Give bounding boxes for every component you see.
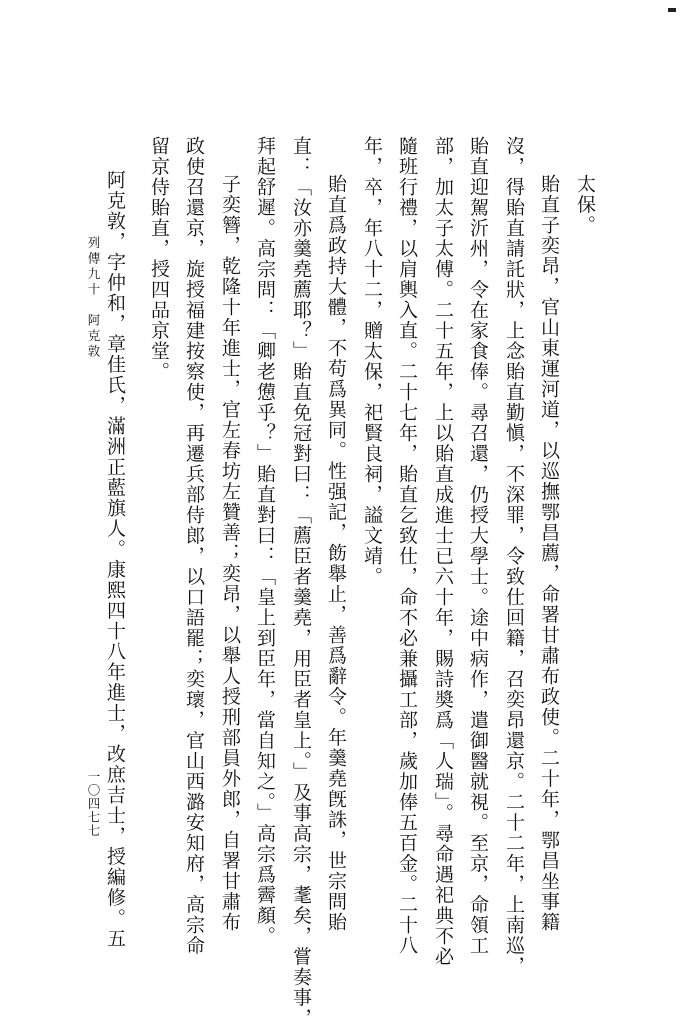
text-column-11: 子奕簪，乾隆十年進士，官左春坊左贊善；奕昂，以舉人授刑部員外郎，自署甘肅布	[219, 174, 241, 933]
text-column-4: 貽直迎駕沂州，令在家食俸。尋召還，仍授大學士。途中病作，遣御醫就視。至京，命領工	[467, 136, 489, 956]
text-column-6: 隨班行禮，以肩輿入直。二十七年，貽直乞致仕，命不必兼攝工部，歲加俸五百金。二十八	[396, 136, 418, 956]
scan-edge-mark	[668, 8, 676, 12]
text-column-9: 直：「汝亦羹堯薦耶？」貽直免冠對曰：「薦臣者羹堯，用臣者皇上。」及事高宗，耄矣，嘗奏事，	[290, 136, 312, 1029]
page-number: 一〇四七七	[86, 770, 101, 838]
text-column-2: 貽直子奕昂，官山東運河道，以巡撫鄂昌薦，命署甘肅布政使。二十年，鄂昌坐事籍	[538, 174, 560, 933]
text-column-13: 留京侍貽直，授四品京堂。	[148, 136, 170, 382]
text-column-14: 阿克敦，字仲和，章佳氏，滿洲正藍旗人。康熙四十八年進士，改庶吉士，授編修。五	[104, 170, 126, 949]
running-head: 列傳九十 阿克敦	[86, 236, 101, 360]
text-column-3: 沒，得貽直請託狀，上念貽直勤愼，不深罪，令致仕回籍，召奕昂還京。二十二年，上南巡，	[503, 136, 525, 977]
text-column-5: 部，加太子太傅。二十五年，上以貽直成進士已六十年，賜詩奬爲「人瑞」。尋命遇祀典不必	[432, 136, 454, 967]
text-column-10: 拜起舒遲。高宗問：「卿老憊乎？」貽直對曰：「皇上到臣年，當自知之。」高宗爲霽顏。	[254, 136, 276, 947]
text-column-7: 年，卒，年八十二，贈太保，祀賢良祠，謚文靖。	[361, 136, 383, 587]
text-column-8: 貽直爲政持大體，不苟爲異同。性强記，飭舉止，善爲辭令。年羹堯旣誅，世宗問貽	[325, 174, 347, 933]
text-column-12: 政使召還京，旋授福建按察使，再遷兵部侍郎，以口語罷；奕瓌，官山西潞安知府，高宗命	[183, 136, 205, 956]
text-column-1: 太保。	[574, 174, 596, 236]
